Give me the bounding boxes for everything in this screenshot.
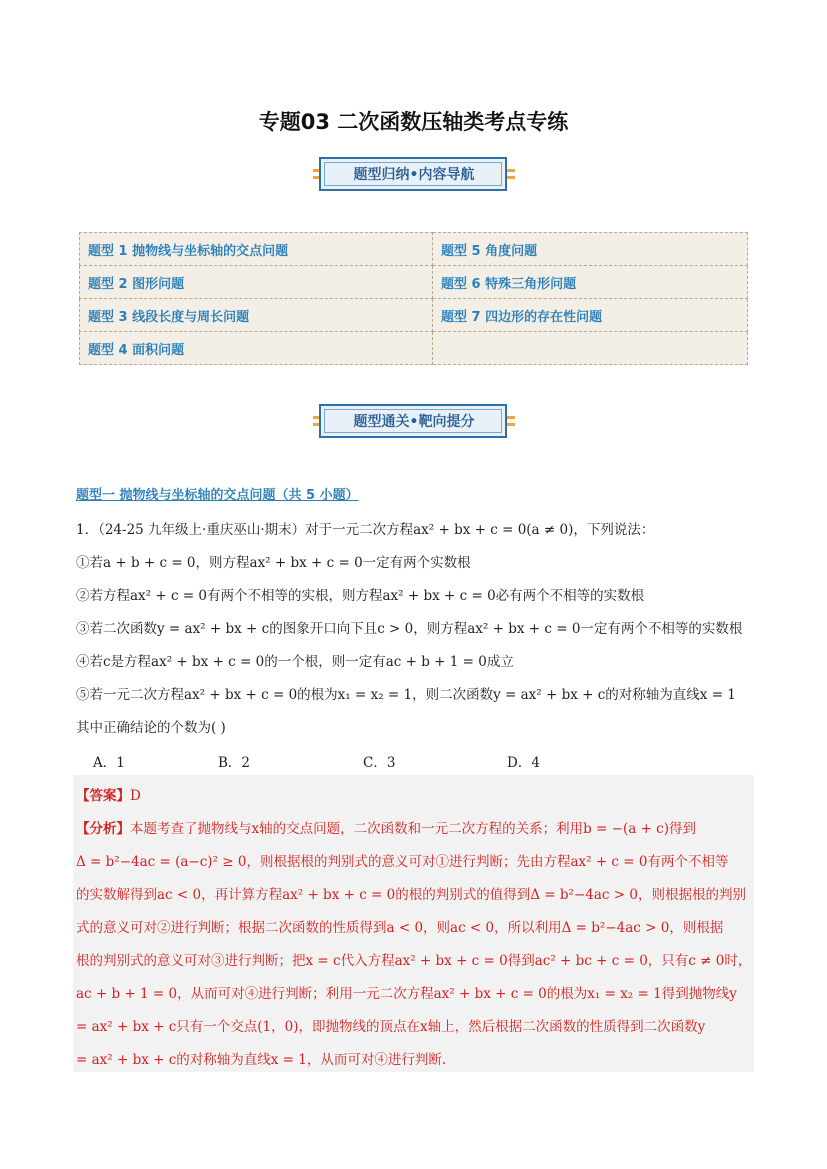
analysis-line-2: Δ = b²−4ac = (a−c)² ≥ 0，则根据根的判别式的意义可对①进行判断；先由方程ax² + c = 0有两个不相等 [76,854,729,870]
question-stem: 1．（24-25 九年级上·重庆巫山·期末）对于一元二次方程ax² + bx + c = 0(a ≠ 0)，下列说法： [76,522,655,538]
section-heading: 题型一 抛物线与坐标轴的交点问题（共 5 小题） [76,488,359,503]
analysis-line-3: 的实数解得到ac < 0，再计算方程ax² + bx + c = 0的根的判别式的值得到Δ = b²−4ac > 0，则根据根的判别 [76,887,746,903]
option-d[interactable]: D．4 [507,755,540,771]
nav-item-topic-5[interactable]: 题型 5 角度问题 [433,233,748,266]
nav-item-topic-3[interactable]: 题型 3 线段长度与周长问题 [80,299,433,332]
nav-item-topic-1[interactable]: 题型 1 抛物线与坐标轴的交点问题 [80,233,433,266]
answer-line [76,784,141,804]
analysis-line-1 [76,817,696,837]
analysis-text-1: 本题考查了抛物线与x轴的交点问题，二次函数和一元二次方程的关系；利用b = −(a + c)得到 [130,821,696,837]
answer-label: 【答案】 [76,788,130,804]
topic-navigation-table [79,232,748,365]
analysis-line-6: ac + b + 1 = 0，从而可对④进行判断；利用一元二次方程ax² + bx + c = 0的根为x₁ = x₂ = 1得到抛物线y [76,986,737,1002]
practice-banner [313,404,515,440]
question-ask: 其中正确结论的个数为( ) [76,720,226,736]
nav-item-empty [433,332,748,365]
nav-item-topic-6[interactable]: 题型 6 特殊三角形问题 [433,266,748,299]
nav-banner [313,157,515,193]
analysis-label: 【分析】 [76,821,130,837]
statement-4: ④若c是方程ax² + bx + c = 0的一个根，则一定有ac + b + 1 = 0成立 [76,654,514,670]
option-b[interactable]: B．2 [218,755,251,771]
option-a[interactable]: A．1 [93,755,125,771]
statement-5: ⑤若一元二次方程ax² + bx + c = 0的根为x₁ = x₂ = 1，则二次函数y = ax² + bx + c的对称轴为直线x = 1 [76,687,736,703]
analysis-line-7: = ax² + bx + c只有一个交点(1，0)，即抛物线的顶点在x轴上，然后根据二次函数的性质得到二次函数y [76,1019,706,1035]
statement-1: ①若a + b + c = 0，则方程ax² + bx + c = 0一定有两个实数根 [76,555,471,571]
nav-item-topic-7[interactable]: 题型 7 四边形的存在性问题 [433,299,748,332]
page-title: 专题03 二次函数压轴类考点专练 [258,110,569,134]
analysis-line-4: 式的意义可对②进行判断；根据二次函数的性质得到a < 0，则ac < 0，所以利用Δ = b²−4ac > 0，则根据 [76,920,724,936]
analysis-line-8: = ax² + bx + c的对称轴为直线x = 1，从而可对④进行判断. [76,1052,447,1068]
practice-banner-text: 题型通关•靶向提分 [353,414,475,430]
nav-item-topic-2[interactable]: 题型 2 图形问题 [80,266,433,299]
analysis-line-5: 根的判别式的意义可对③进行判断；把x = c代入方程ax² + bx + c = 0得到ac² + bc + c = 0，只有c ≠ 0时， [76,953,752,969]
option-c[interactable]: C．3 [363,755,396,771]
nav-banner-text: 题型归纳•内容导航 [353,167,475,183]
statement-3: ③若二次函数y = ax² + bx + c的图象开口向下且c > 0，则方程ax² + bx + c = 0一定有两个不相等的实数根 [76,621,743,637]
statement-2: ②若方程ax² + c = 0有两个不相等的实根，则方程ax² + bx + c = 0必有两个不相等的实数根 [76,588,645,604]
nav-item-topic-4[interactable]: 题型 4 面积问题 [80,332,433,365]
answer-value: D [130,788,141,804]
